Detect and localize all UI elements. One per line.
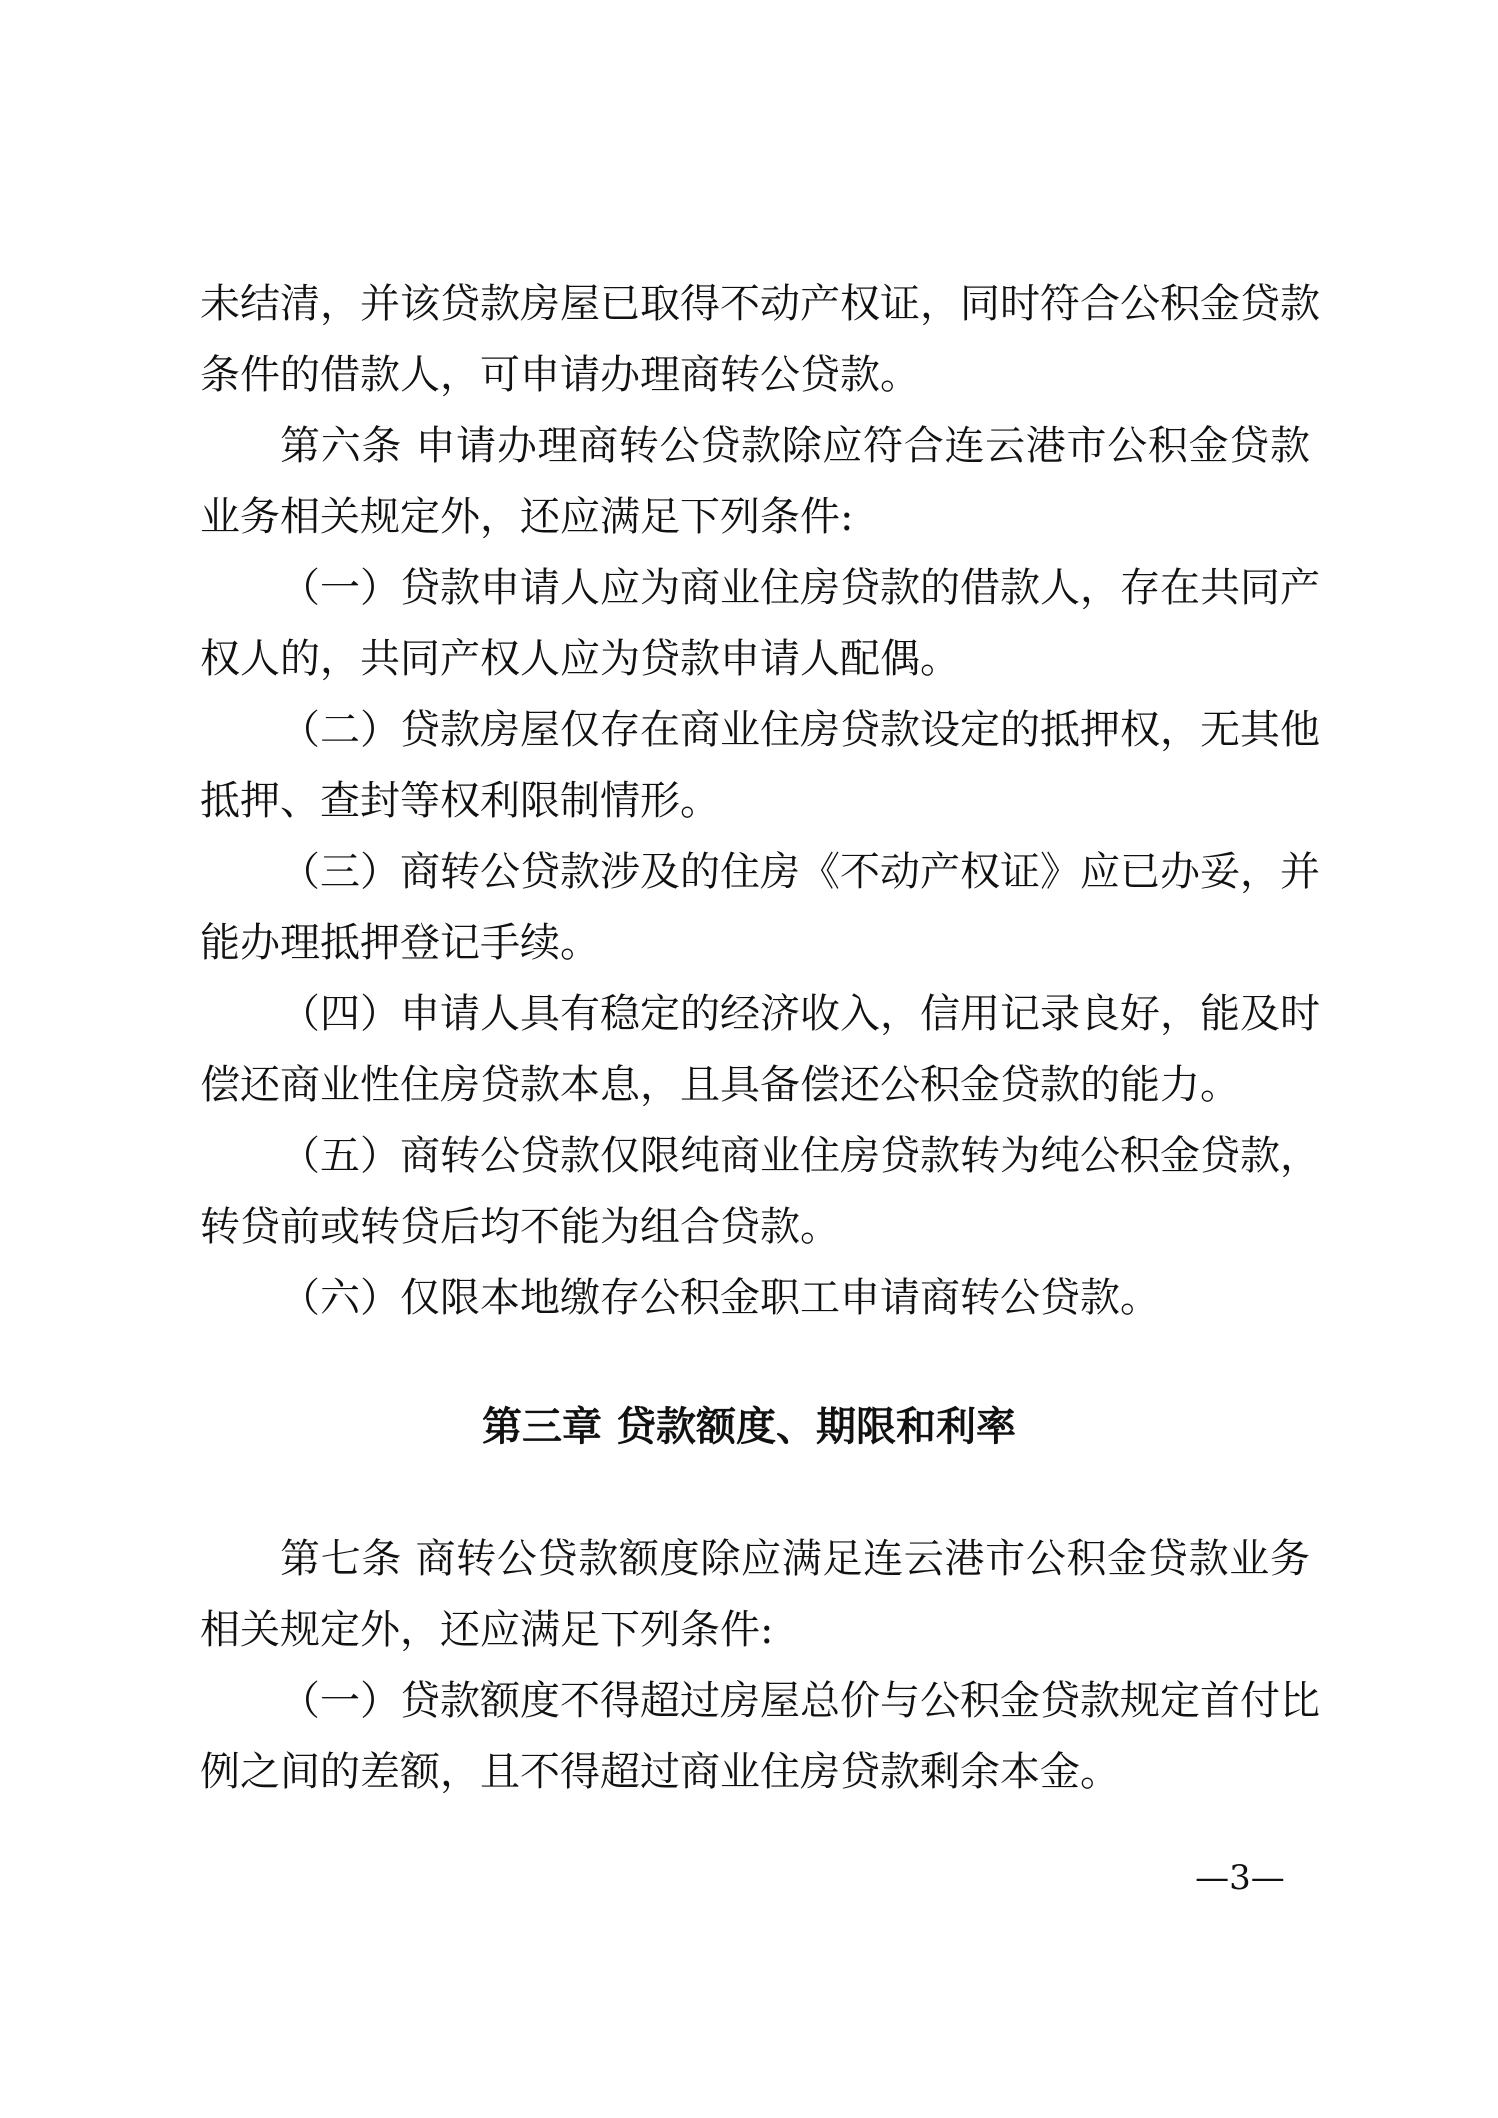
clause-1-line: （一）贷款额度不得超过房屋总价与公积金贷款规定首付比 [280,1678,1320,1724]
paragraph-line: 例之间的差额，且不得超过商业住房贷款剩余本金。 [200,1749,1120,1795]
clause-5-line: （五）商转公贷款仅限纯商业住房贷款转为纯公积金贷款， [280,1133,1320,1179]
paragraph-line: 转贷前或转贷后均不能为组合贷款。 [200,1204,840,1250]
clause-2-line: （二）贷款房屋仅存在商业住房贷款设定的抵押权，无其他 [280,707,1320,753]
paragraph-line: 相关规定外，还应满足下列条件: [200,1607,774,1653]
chapter-heading: 第三章 贷款额度、期限和利率 [482,1404,1016,1450]
paragraph-line: 能办理抵押登记手续。 [200,920,600,966]
paragraph-line: 抵押、查封等权利限制情形。 [200,778,720,824]
paragraph-line: 偿还商业性住房贷款本息，且具备偿还公积金贷款的能力。 [200,1062,1240,1108]
article-7-line: 第七条 商转公贷款额度除应满足连云港市公积金贷款业务 [280,1536,1310,1582]
clause-3-line: （三）商转公贷款涉及的住房《不动产权证》应已办妥，并 [280,849,1320,895]
paragraph-line: 未结清，并该贷款房屋已取得不动产权证，同时符合公积金贷款 [200,281,1320,327]
clause-1-line: （一）贷款申请人应为商业住房贷款的借款人，存在共同产 [280,565,1320,611]
article-6-line: 第六条 申请办理商转公贷款除应符合连云港市公积金贷款 [280,423,1310,469]
clause-6-line: （六）仅限本地缴存公积金职工申请商转公贷款。 [280,1275,1160,1321]
clause-4-line: （四）申请人具有稳定的经济收入，信用记录良好，能及时 [280,991,1320,1037]
paragraph-line: 条件的借款人，可申请办理商转公贷款。 [200,352,920,398]
page-number: —3— [1195,1858,1285,1898]
paragraph-line: 权人的，共同产权人应为贷款申请人配偶。 [200,636,960,682]
paragraph-line: 业务相关规定外，还应满足下列条件: [200,494,854,540]
